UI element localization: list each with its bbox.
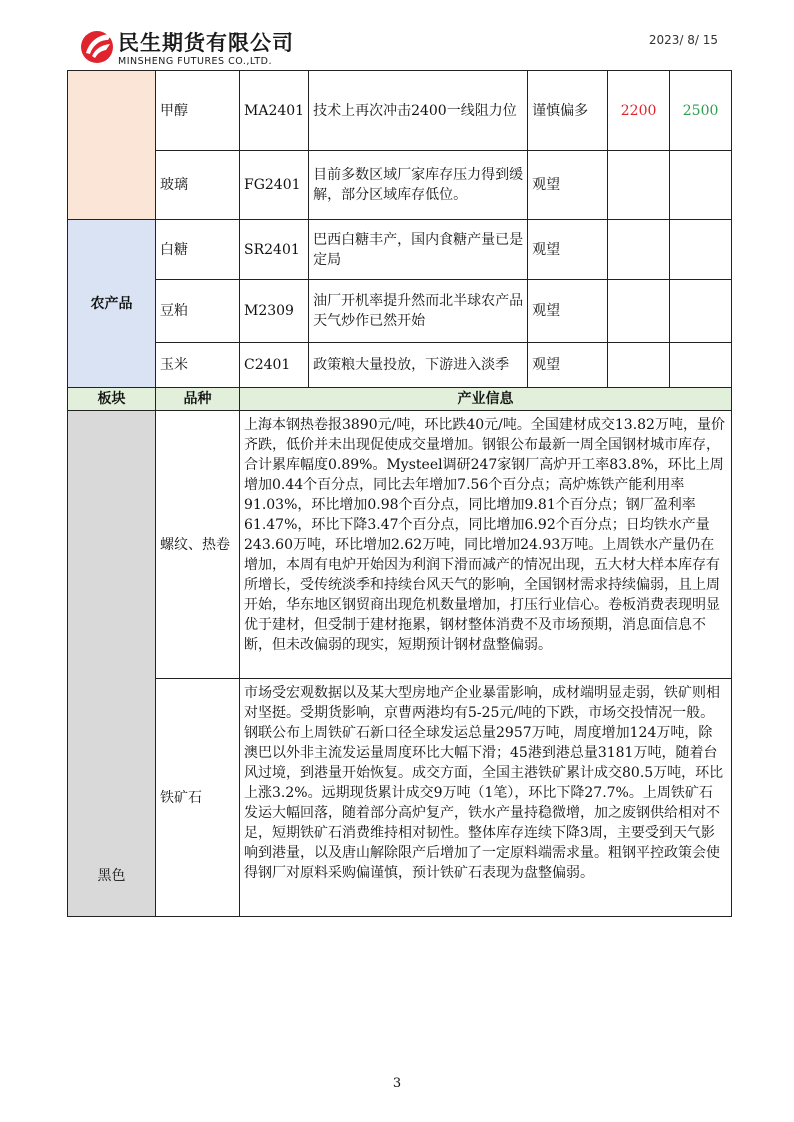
reason-cell: 技术上再次冲击2400一线阻力位: [309, 71, 528, 151]
reason-cell: 油厂开机率提升然而北半球农产品天气炒作已然开始: [309, 280, 528, 343]
header-info: 产业信息: [240, 388, 732, 411]
variety-cell: 铁矿石: [156, 679, 240, 917]
sector-cell-energy: [68, 71, 156, 220]
info-header-row: [68, 388, 732, 411]
reason-cell: 政策粮大量投放，下游进入淡季: [309, 343, 528, 388]
table-row: [68, 71, 732, 151]
company-name-en: MINSHENG FUTURES CO.,LTD.: [118, 56, 272, 67]
code-cell: C2401: [240, 343, 309, 388]
report-date: 2023/ 8/ 15: [648, 33, 718, 47]
sector-cell-agri: 农产品: [68, 220, 156, 388]
header-sector: 板块: [68, 388, 156, 411]
table-row: [68, 151, 732, 220]
minsheng-logo-icon: [80, 26, 114, 64]
variety-cell: 玉米: [156, 343, 240, 388]
target-price-cell: [670, 151, 732, 220]
info-text-cell: 上海本钢热卷报3890元/吨，环比跌40元/吨。全国建材成交13.82万吨，量价齐跌，低价并未出现促使成交量增加。钢银公布最新一周全国钢材城市库存，合计累库幅度0.89%。Mysteel调研247家钢厂高炉开工率83.8%，环比上周增加0.44个百分点，同比去年增加7.56个百分点；高炉炼铁产能利用率91.03%，环比增加0.98个百分点，同比增加9.81个百分点；钢厂盈利率61.47%，环比下降3.47个百分点，同比增加6.92个百分点；日均铁水产量243.60万吨，环比增加2.62万吨，同比增加24.93万吨。上周铁水产量仍在增加，本周有电炉开始因为利润下滑而减产的情况出现，五大材大样本库存有所增长，受传统淡季和持续台风天气的影响，全国钢材需求持续偏弱，且上周开始，华东地区钢贸商出现危机数量增加，打压行业信心。卷板消费表现明显优于建材，但受制于建材拖累，钢材整体消费不及市场预期，消息面信息不断，但未改偏弱的现实，短期预计钢材盘整偏弱。: [240, 411, 732, 679]
code-cell: MA2401: [240, 71, 309, 151]
info-text-cell: 市场受宏观数据以及某大型房地产企业暴雷影响，成材端明显走弱，铁矿则相对坚挺。受期货影响，京曹两港均有5-25元/吨的下跌，市场交投情况一般。钢联公布上周铁矿石新口径全球发运总量2957万吨，周度增加124万吨，除澳巴以外非主流发运量周度环比大幅下滑；45港到港总量3181万吨，随着台风过境，到港量开始恢复。成交方面，全国主港铁矿累计成交80.5万吨，环比上涨3.2%。远期现货累计成交9万吨（1笔），环比下降27.7%。上周铁矿石发运大幅回落，随着部分高炉复产，铁水产量持稳微增，加之废钢供给相对不足，短期铁矿石消费维持相对韧性。整体库存连续下降3周，主要受到天气影响到港量，以及唐山解除限产后增加了一定原料端需求量。粗钢平控政策会使得钢厂对原料采购偏谨慎，预计铁矿石表现为盘整偏弱。: [240, 679, 732, 917]
variety-cell: 甲醇: [156, 71, 240, 151]
view-cell: 观望: [528, 280, 608, 343]
code-cell: FG2401: [240, 151, 309, 220]
target-price-cell: [670, 280, 732, 343]
page-number: 3: [392, 1076, 402, 1091]
variety-cell: 螺纹、热卷: [156, 411, 240, 679]
entry-price-cell: 2200: [608, 71, 670, 151]
table-row: [68, 343, 732, 388]
variety-cell: 玻璃: [156, 151, 240, 220]
header-variety: 品种: [156, 388, 240, 411]
company-name-cn: 民生期货有限公司: [118, 31, 294, 55]
table-row: [68, 679, 732, 917]
page-header: [0, 0, 794, 70]
table-row: [68, 411, 732, 679]
entry-price-cell: [608, 220, 670, 280]
target-price-cell: [670, 220, 732, 280]
table-row: [68, 220, 732, 280]
variety-cell: 白糖: [156, 220, 240, 280]
entry-price-cell: [608, 151, 670, 220]
code-cell: M2309: [240, 280, 309, 343]
target-price-cell: [670, 343, 732, 388]
view-cell: 观望: [528, 220, 608, 280]
view-cell: 谨慎偏多: [528, 71, 608, 151]
view-cell: 观望: [528, 151, 608, 220]
entry-price-cell: [608, 280, 670, 343]
reason-cell: 目前多数区域厂家库存压力得到缓解，部分区域库存低位。: [309, 151, 528, 220]
view-cell: 观望: [528, 343, 608, 388]
code-cell: SR2401: [240, 220, 309, 280]
table-row: [68, 280, 732, 343]
target-price-cell: 2500: [670, 71, 732, 151]
variety-cell: 豆粕: [156, 280, 240, 343]
strategy-table: [67, 70, 732, 917]
reason-cell: 巴西白糖丰产，国内食糖产量已是定局: [309, 220, 528, 280]
sector-cell-black: 黑色: [68, 411, 156, 917]
entry-price-cell: [608, 343, 670, 388]
